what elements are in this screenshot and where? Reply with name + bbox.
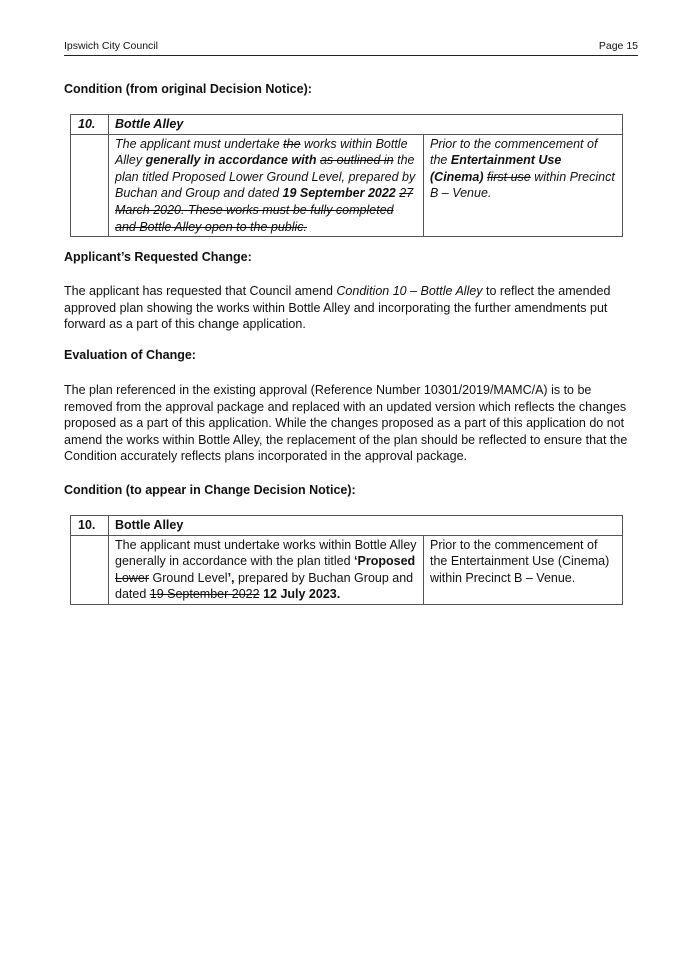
inserted-text: 19 September 2022 (282, 186, 396, 201)
condition-body (109, 535, 424, 604)
empty-cell (71, 535, 109, 604)
deleted-text: the (283, 136, 301, 151)
inserted-text: ‘Proposed (354, 554, 416, 569)
deleted-text: Lower (115, 570, 150, 585)
heading-requested-change: Applicant’s Requested Change: (64, 250, 252, 264)
page-header (64, 40, 638, 56)
text-run: works within Bottle Alley (115, 136, 408, 168)
header-org: Ipswich City Council (64, 40, 158, 52)
heading-evaluation: Evaluation of Change: (64, 348, 196, 362)
table-row (71, 516, 623, 536)
condition-title: Bottle Alley (109, 516, 623, 536)
text-run: The applicant must undertake (115, 136, 284, 151)
deleted-text: first use (486, 169, 531, 184)
text-run: Prior to the commencement of the (430, 136, 598, 168)
deleted-text: 27 March 2020. These works must be fully completed and Bottle Alley open to the public. (115, 186, 414, 234)
text-run: within Precinct B – Venue. (430, 169, 615, 201)
table-row (71, 115, 623, 135)
text-run: prepared by Buchan Group and dated (115, 570, 414, 602)
inserted-text: Entertainment Use (Cinema) (430, 153, 562, 184)
condition-title: Bottle Alley (109, 115, 623, 135)
text-run: Ground Level (149, 570, 228, 585)
header-page-number: Page 15 (598, 40, 638, 52)
text-run: The applicant must undertake works within Bottle Alley generally in accordance with the plan titled (115, 537, 417, 569)
deleted-text: as outlined in (319, 153, 394, 168)
inserted-text: generally in accordance with (145, 153, 317, 168)
original-condition-table (70, 114, 623, 237)
text-run: The applicant has requested that Council amend (64, 284, 337, 298)
text-run: to reflect the amended approved plan showing the works within Bottle Alley and incorporating the further amendments put forward as a part of this change application. (64, 284, 611, 332)
change-condition-table (70, 515, 623, 605)
requested-change-paragraph (64, 283, 640, 333)
inserted-text: 12 July 2023. (263, 587, 341, 602)
table-row (71, 535, 623, 604)
condition-timing (424, 134, 623, 237)
condition-number: 10. (71, 516, 109, 536)
condition-reference: Condition 10 – Bottle Alley (336, 284, 483, 298)
inserted-text: ’, (227, 570, 235, 585)
deleted-text: 19 September 2022 (149, 587, 260, 602)
text-run: the plan titled Proposed Lower Ground Level, prepared by Buchan and Group and dated (115, 153, 416, 201)
table-row (71, 134, 623, 237)
heading-change-condition: Condition (to appear in Change Decision Notice): (64, 483, 356, 497)
condition-timing: Prior to the commencement of the Entertainment Use (Cinema) within Precinct B – Venue. (424, 535, 623, 604)
heading-original-condition: Condition (from original Decision Notice): (64, 82, 312, 96)
condition-number: 10. (71, 115, 109, 135)
evaluation-paragraph: The plan referenced in the existing approval (Reference Number 10301/2019/MAMC/A) is to be removed from the approval package and replaced with an updated version which reflects the changes proposed as a part of this application. While the changes proposed as a part of this application do not amend the works within Bottle Alley, the replacement of the plan should be reflected to ensure that the Condition accurately reflects plans incorporated in the approval package. (64, 383, 628, 464)
empty-cell (71, 134, 109, 237)
condition-body (109, 134, 424, 237)
